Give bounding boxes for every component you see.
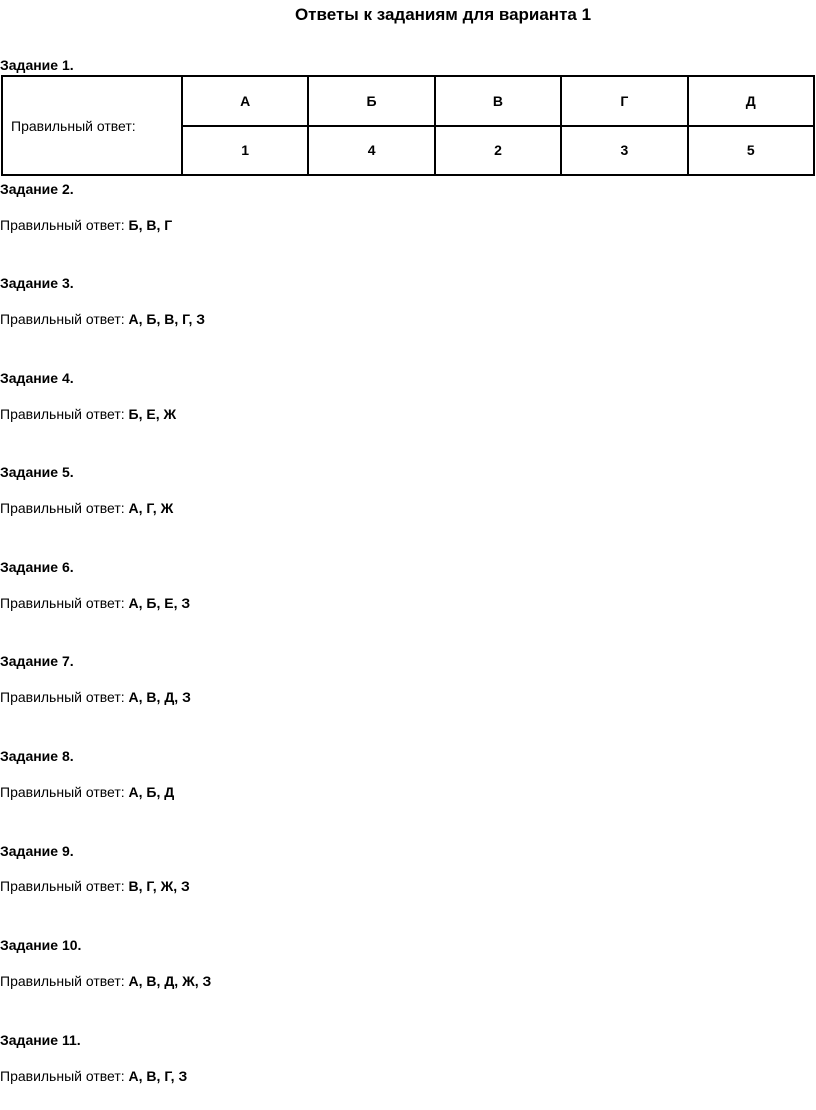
- task-7-answer: [0, 688, 191, 706]
- answer-value: А, Б, Д: [128, 784, 175, 800]
- answer-label: Правильный ответ:: [0, 595, 129, 611]
- letter-cell: Б: [308, 76, 434, 126]
- task-11-heading: Задание 11.: [0, 1032, 81, 1048]
- answer-label: Правильный ответ:: [0, 1068, 129, 1084]
- answer-label: Правильный ответ:: [0, 973, 129, 989]
- task-8-heading: Задание 8.: [0, 748, 74, 764]
- answer-label: Правильный ответ:: [0, 311, 129, 327]
- answer-value: А, В, Д, З: [128, 689, 191, 705]
- task-6-heading: Задание 6.: [0, 559, 74, 575]
- task-10-answer: [0, 972, 211, 990]
- answer-label: Правильный ответ:: [0, 689, 129, 705]
- number-cell: 4: [308, 126, 434, 176]
- task-6-answer: [0, 594, 190, 612]
- letter-cell: А: [182, 76, 308, 126]
- letter-cell: В: [435, 76, 561, 126]
- answer-value: А, В, Г, З: [128, 1068, 188, 1084]
- letter-cell: Г: [561, 76, 687, 126]
- task-2-answer: [0, 216, 172, 234]
- letter-cell: Д: [688, 76, 814, 126]
- task-5-heading: Задание 5.: [0, 464, 74, 480]
- answer-label: Правильный ответ:: [0, 500, 129, 516]
- answer-value: Б, В, Г: [128, 217, 173, 233]
- task-11-answer: [0, 1067, 187, 1085]
- number-cell: 2: [435, 126, 561, 176]
- answer-value: А, Б, Е, З: [128, 595, 191, 611]
- task-9-answer: [0, 877, 190, 895]
- answer-row-label: Правильный ответ:: [2, 76, 182, 175]
- task-10-heading: Задание 10.: [0, 937, 82, 953]
- number-cell: 5: [688, 126, 814, 176]
- task-2-heading: Задание 2.: [0, 181, 74, 197]
- answer-label: Правильный ответ:: [0, 784, 129, 800]
- answer-value: А, Г, Ж: [128, 500, 174, 516]
- task-8-answer: [0, 783, 174, 801]
- task-1-heading: Задание 1.: [0, 57, 74, 73]
- answer-value: А, В, Д, Ж, З: [128, 973, 212, 989]
- number-cell: 3: [561, 126, 687, 176]
- task-3-heading: Задание 3.: [0, 275, 74, 291]
- answer-value: Б, Е, Ж: [128, 406, 177, 422]
- answer-label: Правильный ответ:: [0, 406, 129, 422]
- task-4-answer: [0, 405, 176, 423]
- task-1-answer-table: [1, 75, 815, 176]
- answer-value: В, Г, Ж, З: [128, 878, 190, 894]
- number-cell: 1: [182, 126, 308, 176]
- task-9-heading: Задание 9.: [0, 843, 74, 859]
- answer-label: Правильный ответ:: [0, 217, 129, 233]
- answer-label: Правильный ответ:: [0, 878, 129, 894]
- task-4-heading: Задание 4.: [0, 370, 74, 386]
- task-3-answer: [0, 310, 205, 328]
- answer-value: А, Б, В, Г, З: [128, 311, 206, 327]
- page-title: Ответы к заданиям для варианта 1: [294, 5, 592, 24]
- task-5-answer: [0, 499, 173, 517]
- task-7-heading: Задание 7.: [0, 653, 74, 669]
- table-row: [2, 76, 814, 126]
